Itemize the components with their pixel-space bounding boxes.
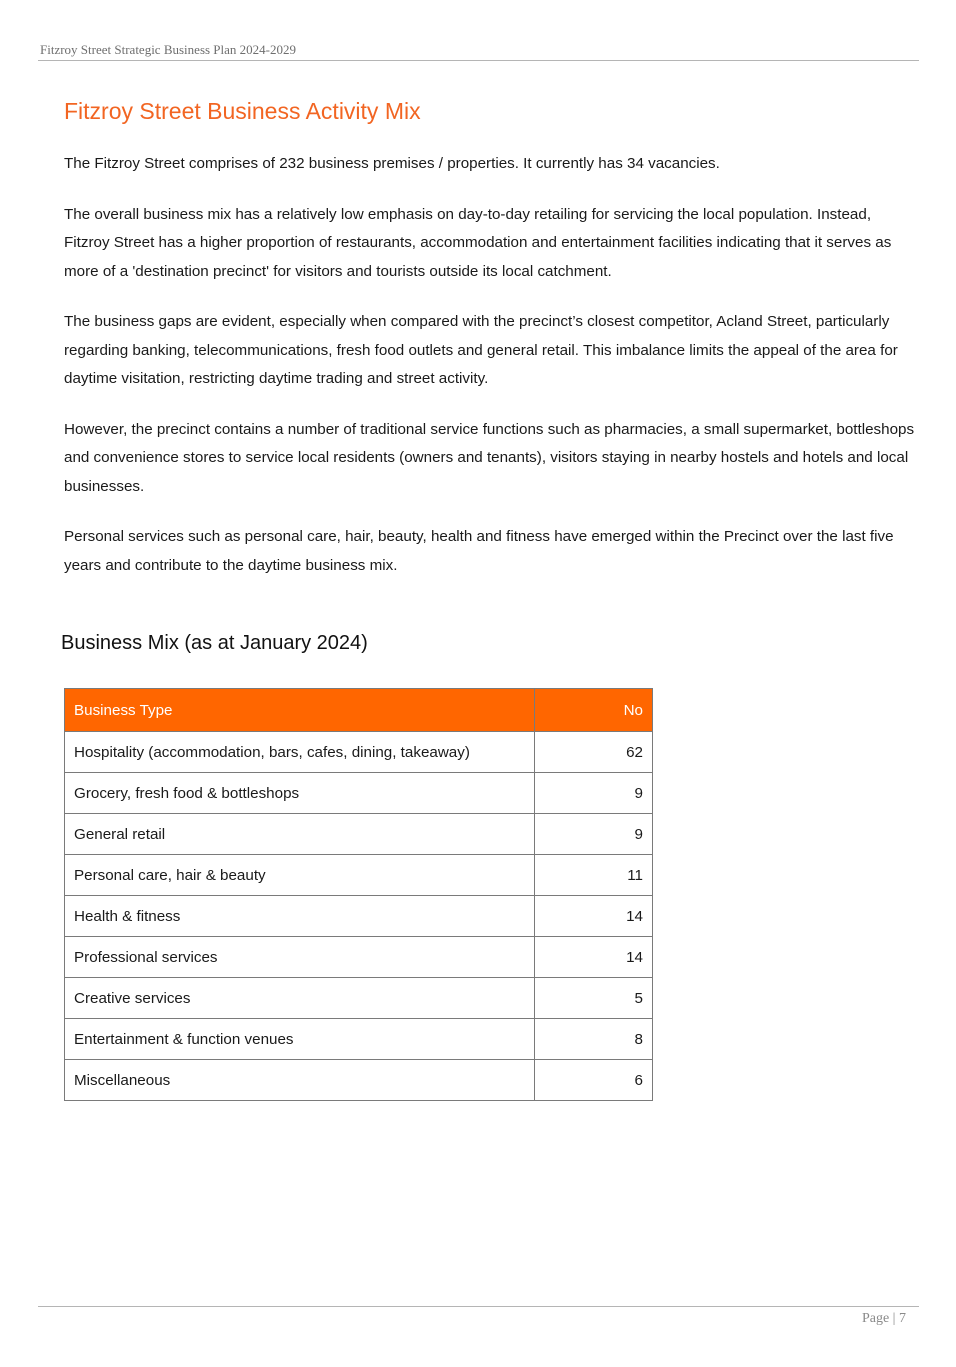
column-header-business-type: Business Type [65, 689, 535, 732]
count-cell: 62 [535, 732, 653, 773]
table-row [65, 855, 653, 896]
table-row [65, 1019, 653, 1060]
business-type-cell: Grocery, fresh food & bottleshops [65, 773, 535, 814]
column-header-no: No [535, 689, 653, 732]
count-cell: 14 [535, 937, 653, 978]
business-type-cell: Creative services [65, 978, 535, 1019]
section-title: Fitzroy Street Business Activity Mix [64, 98, 421, 124]
running-header: Fitzroy Street Strategic Business Plan 2024-2029 [40, 42, 297, 57]
business-mix-table [64, 688, 653, 1101]
table-row [65, 937, 653, 978]
count-cell: 11 [535, 855, 653, 896]
business-type-cell: Miscellaneous [65, 1060, 535, 1101]
business-type-cell: Entertainment & function venues [65, 1019, 535, 1060]
paragraph: The overall business mix has a relatively low emphasis on day-to-day retailing for servicing the local population. Instead, Fitzroy Street has a higher proportion of restaurants, accommodation and entertainment facilities indicating that it serves as more of a 'destination precinct' for visitors and tourists outside its local catchment. [64, 205, 892, 280]
header-rule [38, 60, 919, 61]
business-type-cell: Health & fitness [65, 896, 535, 937]
table-header-row [65, 689, 653, 732]
business-type-cell: Professional services [65, 937, 535, 978]
footer-rule [38, 1306, 919, 1307]
paragraph: The business gaps are evident, especially when compared with the precinct’s closest competitor, Acland Street, particularly regarding banking, telecommunications, fresh food outlets and general retail. This imbalance limits the appeal of the area for daytime visitation, restricting daytime trading and street activity. [64, 313, 898, 387]
table-row [65, 896, 653, 937]
table-row [65, 814, 653, 855]
table-row [65, 978, 653, 1019]
count-cell: 14 [535, 896, 653, 937]
paragraph: The Fitzroy Street comprises of 232 business premises / properties. It currently has 34 vacancies. [64, 155, 720, 172]
business-type-cell: General retail [65, 814, 535, 855]
count-cell: 6 [535, 1060, 653, 1101]
count-cell: 9 [535, 814, 653, 855]
count-cell: 5 [535, 978, 653, 1019]
business-type-cell: Personal care, hair & beauty [65, 855, 535, 896]
table-row [65, 773, 653, 814]
paragraph: Personal services such as personal care, hair, beauty, health and fitness have emerged within the Precinct over the last five years and contribute to the daytime business mix. [64, 528, 894, 574]
business-type-cell: Hospitality (accommodation, bars, cafes, dining, takeaway) [65, 732, 535, 773]
paragraph: However, the precinct contains a number of traditional service functions such as pharmacies, a small supermarket, bottleshops and convenience stores to service local residents (owners and tenants), visitors staying in nearby hostels and hotels and local businesses. [64, 420, 915, 495]
count-cell: 9 [535, 773, 653, 814]
table-row [65, 1060, 653, 1101]
table-caption: Business Mix (as at January 2024) [61, 632, 368, 654]
page-number: Page | 7 [861, 1311, 906, 1326]
count-cell: 8 [535, 1019, 653, 1060]
table-row [65, 732, 653, 773]
body-text [64, 150, 916, 602]
